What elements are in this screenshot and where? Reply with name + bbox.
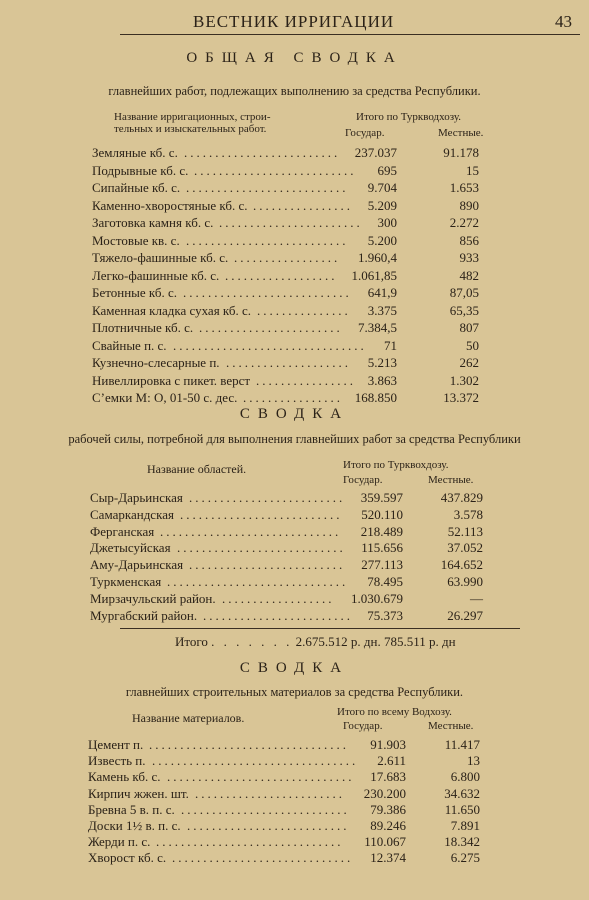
table-row [92, 268, 487, 285]
table-row [92, 215, 487, 232]
dot-leader: .......................... [180, 506, 343, 522]
table-row [88, 786, 488, 803]
state-value: 110.067 [364, 834, 406, 850]
row-name: Бревна 5 в. п. с. [88, 801, 175, 817]
local-value: 933 [459, 250, 479, 265]
state-value: 2.611 [377, 753, 406, 769]
state-value: 7.384,5 [358, 320, 397, 335]
local-value: 890 [459, 197, 479, 213]
table-row [88, 834, 488, 851]
table-row [92, 373, 487, 390]
local-value: 7.891 [450, 818, 480, 833]
local-value: 437.829 [440, 490, 483, 505]
dot-leader: ........................... [183, 285, 352, 300]
state-value: 1.061,85 [351, 267, 397, 283]
row-name: Кирпич жжен. шт. [88, 785, 189, 801]
state-value: 695 [377, 162, 397, 178]
local-value: 6.275 [450, 850, 480, 866]
table-row [90, 540, 485, 557]
local-value: 3.578 [453, 506, 483, 522]
table-row [92, 320, 487, 337]
local-value: 1.302 [449, 372, 479, 388]
section1-title: ОБЩАЯ СВОДКА [186, 50, 403, 66]
local-value: 15 [466, 162, 479, 178]
row-name: Мирзачульский район. [90, 590, 216, 606]
local-value: 13 [467, 753, 480, 769]
local-value: 164.652 [440, 557, 483, 573]
total-line [175, 634, 456, 650]
local-value: 2.272 [449, 215, 479, 230]
state-value: 218.489 [360, 523, 403, 539]
state-value: 91.903 [370, 737, 406, 752]
row-name: Плотничные кб. с. [92, 320, 194, 335]
local-value: 482 [459, 267, 479, 283]
section1-col-name-line2: тельных и изыскательных работ. [114, 123, 267, 135]
state-value: 1.030.679 [351, 590, 403, 606]
local-value: — [470, 590, 483, 606]
dot-leader: ......................... [189, 490, 346, 505]
dot-leader: ................................ [149, 737, 349, 752]
row-name: Цемент п. [88, 737, 144, 752]
dot-leader: ............................. [167, 574, 349, 589]
row-name: Мургабский район. [90, 607, 198, 623]
table-row [92, 180, 487, 197]
row-name: Джетысуйская [90, 540, 171, 556]
local-value: 52.113 [447, 523, 483, 539]
dot-leader: .......................... [194, 162, 357, 178]
state-value: 78.495 [367, 574, 403, 589]
local-value: 34.632 [444, 785, 480, 801]
state-value: 520.110 [361, 506, 403, 522]
dot-leader: ....................... [219, 215, 363, 230]
row-name: Камень кб. с. [88, 769, 161, 785]
table-row [90, 524, 485, 541]
table-row [88, 769, 488, 786]
dot-leader: ................. [234, 250, 341, 265]
table-row [92, 338, 487, 355]
row-name: Известь п. [88, 753, 146, 769]
local-value: 18.342 [444, 834, 480, 850]
dot-leader: .............................. [156, 834, 344, 850]
table-row [92, 250, 487, 267]
section1-col-state: Государ. [345, 127, 385, 139]
dot-leader: ............................. [172, 850, 354, 866]
dot-leader: .............................. [167, 769, 355, 785]
state-value: 3.863 [367, 372, 397, 388]
state-value: 75.373 [367, 607, 403, 623]
total-label: Итого [175, 634, 208, 649]
dot-leader: ................ [243, 390, 343, 405]
section3-title: СВОДКА [239, 660, 350, 676]
row-name: Каменная кладка сухая кб. с. [92, 302, 252, 318]
state-value: 300 [377, 215, 397, 230]
table-row [90, 507, 485, 524]
section2-col-state: Государ. [343, 474, 383, 486]
row-name: Сыр-Дарьинская [90, 490, 183, 505]
row-name: Подрывные кб. с. [92, 162, 189, 178]
dot-leader: ......................... [189, 557, 346, 573]
dot-leader: .......................... [187, 818, 350, 833]
dot-leader: ........................ [203, 607, 353, 623]
dot-leader: .................. [222, 590, 335, 606]
dot-leader: ......................... [184, 145, 341, 160]
local-value: 11.650 [444, 801, 480, 817]
local-value: 856 [459, 232, 479, 248]
dot-leader: ................................. [152, 753, 359, 769]
local-value: 37.052 [447, 540, 483, 556]
table-row [90, 557, 485, 574]
dot-leader: ....................... [199, 320, 343, 335]
dot-leader: ........................ [195, 785, 345, 801]
section3-col-group: Итого по всему Водхозу. [337, 706, 452, 718]
row-name: Нивеллировка с пикет. верст [92, 372, 251, 388]
table-row [92, 163, 487, 180]
local-value: 807 [459, 320, 479, 335]
table-row [88, 753, 488, 770]
dot-leader: .......................... [186, 232, 349, 248]
row-name: Жерди п. с. [88, 834, 151, 850]
row-name: Легко-фашинные кб. с. [92, 267, 220, 283]
table-row [92, 233, 487, 250]
table-row [92, 145, 487, 162]
local-value: 50 [466, 337, 479, 353]
dot-leader: .................. [225, 267, 338, 283]
local-value: 63.990 [447, 574, 483, 589]
dot-leader: ........................... [181, 801, 350, 817]
state-value: 5.213 [367, 355, 397, 370]
section1-col-group: Итого по Туркводхозу. [356, 111, 461, 123]
section2-col-name: Название областей. [147, 462, 247, 476]
dot-leader: ............................... [173, 337, 367, 353]
total-value: 2.675.512 р. дн. 785.511 р. дн [295, 634, 456, 649]
local-value: 87,05 [449, 285, 479, 300]
table-row [88, 737, 488, 754]
local-value: 91.178 [443, 145, 479, 160]
total-rule [120, 628, 520, 629]
state-value: 277.113 [361, 557, 403, 573]
section3-col-local: Местные. [428, 720, 474, 732]
state-value: 5.209 [367, 197, 397, 213]
row-name: Сʼемки М: О, 01-50 с. дес. [92, 390, 238, 405]
local-value: 262 [459, 355, 479, 370]
row-name: Свайные п. с. [92, 337, 167, 353]
row-name: Ферганская [90, 523, 155, 539]
row-name: Бетонные кб. с. [92, 285, 178, 300]
state-value: 237.037 [354, 145, 397, 160]
state-value: 359.597 [360, 490, 403, 505]
section1-subtitle: главнейших работ, подлежащих выполнению за средства Республики. [108, 84, 481, 98]
state-value: 17.683 [370, 769, 406, 785]
table-row [88, 802, 488, 819]
dot-leader: ........................... [177, 540, 346, 556]
dot-leader: ................ [256, 372, 356, 388]
table-row [92, 285, 487, 302]
row-name: Туркменская [90, 574, 162, 589]
state-value: 71 [384, 337, 397, 353]
row-name: Хворост кб. с. [88, 850, 167, 866]
dot-leader: .................... [226, 355, 351, 370]
row-name: Самаркандская [90, 506, 174, 522]
state-value: 9.704 [367, 180, 397, 195]
dot-leader: ............................. [160, 523, 342, 539]
row-name: Мостовые кв. с. [92, 232, 180, 248]
state-value: 1.960,4 [358, 250, 397, 265]
state-value: 230.200 [363, 785, 406, 801]
section3-subtitle: главнейших строительных материалов за средства Республики. [125, 685, 464, 699]
state-value: 5.200 [367, 232, 397, 248]
row-name: Заготовка камня кб. с. [92, 215, 214, 230]
section1-col-name-line1: Название ирригационных, строи- [114, 111, 271, 123]
row-name: Каменно-хворостяные кб. с. [92, 197, 248, 213]
section2-title: СВОДКА [239, 406, 350, 422]
state-value: 12.374 [370, 850, 406, 866]
table-row [92, 198, 487, 215]
state-value: 168.850 [354, 390, 397, 405]
running-head [120, 10, 580, 35]
journal-title: ВЕСТНИК ИРРИГАЦИИ [193, 12, 395, 31]
state-value: 89.246 [370, 818, 406, 833]
row-name: Сипайные кб. с. [92, 180, 181, 195]
table-row [88, 850, 488, 867]
state-value: 115.656 [361, 540, 403, 556]
section2-col-local: Местные. [428, 474, 474, 486]
table-row [92, 390, 487, 407]
state-value: 3.375 [367, 302, 397, 318]
row-name: Доски 1½ в. п. с. [88, 818, 181, 833]
local-value: 6.800 [450, 769, 480, 785]
table-row [92, 355, 487, 372]
local-value: 13.372 [443, 390, 479, 405]
section1-col-local: Местные. [438, 127, 484, 139]
table-row [90, 591, 485, 608]
table-row [92, 303, 487, 320]
table-row [88, 818, 488, 835]
local-value: 26.297 [447, 607, 483, 623]
table-row [90, 490, 485, 507]
page-number: 43 [555, 12, 572, 31]
table-row [90, 608, 485, 625]
state-value: 79.386 [370, 801, 406, 817]
row-name: Кузнечно-слесарные п. [92, 355, 220, 370]
total-leader: . . . . . . . [211, 634, 293, 649]
local-value: 1.653 [449, 180, 479, 195]
dot-leader: ................ [253, 197, 353, 213]
row-name: Аму-Дарьинская [90, 557, 184, 573]
row-name: Тяжело-фашинные кб. с. [92, 250, 229, 265]
local-value: 65,35 [449, 302, 479, 318]
dot-leader: .......................... [186, 180, 349, 195]
table-row [90, 574, 485, 591]
local-value: 11.417 [444, 737, 480, 752]
section2-col-group: Итого по Турквохдозу. [343, 459, 449, 471]
section3-col-name: Название материалов. [132, 711, 245, 725]
section3-col-state: Государ. [343, 720, 383, 732]
section2-subtitle: рабочей силы, потребной для выполнения главнейших работ за средства Республики [68, 432, 521, 446]
row-name: Земляные кб. с. [92, 145, 178, 160]
dot-leader: ............... [257, 302, 351, 318]
state-value: 641,9 [367, 285, 397, 300]
